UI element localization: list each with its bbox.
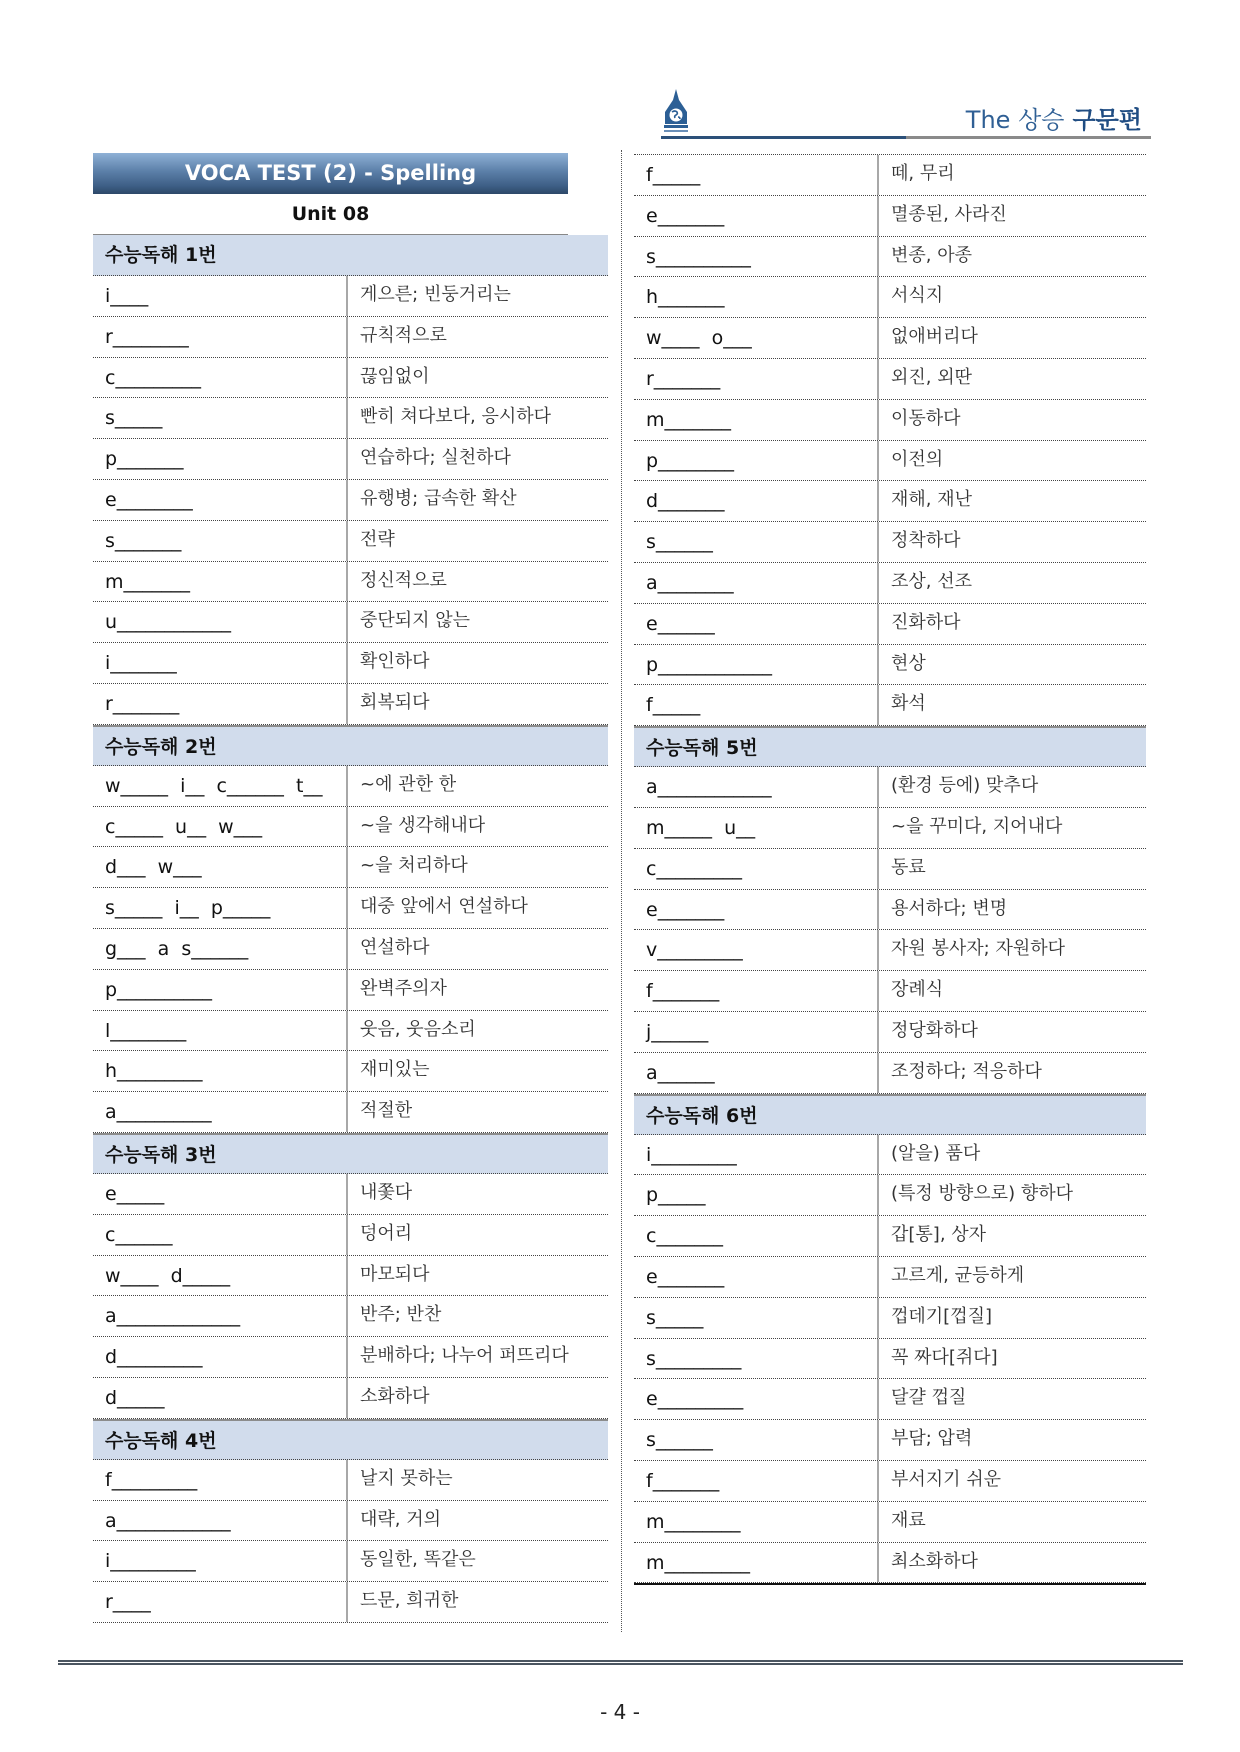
korean-meaning: 연설하다	[360, 936, 430, 958]
vocab-row	[93, 1501, 608, 1542]
vocab-row	[634, 1257, 1146, 1298]
korean-meaning: 소화하다	[360, 1385, 430, 1407]
brand-bold: 구문편	[1072, 106, 1142, 134]
korean-meaning: 멸종된, 사라진	[891, 203, 1007, 225]
vocab-row	[93, 521, 608, 562]
vocab-row	[93, 1051, 608, 1092]
spelling-blank[interactable]: s_____	[634, 1298, 879, 1338]
korean-meaning: ~에 관한 한	[360, 773, 457, 795]
vocab-row	[634, 1012, 1146, 1053]
korean-meaning: 회복되다	[360, 691, 430, 713]
spelling-blank[interactable]: s_____ i__ p_____	[93, 888, 348, 928]
korean-meaning: (특정 방향으로) 향하다	[891, 1183, 1073, 1205]
korean-meaning: 동료	[891, 856, 926, 878]
vocab-row	[93, 970, 608, 1011]
korean-meaning: 부담; 압력	[891, 1428, 973, 1450]
vocab-row	[634, 1175, 1146, 1216]
vocab-row	[634, 155, 1146, 196]
brand-prefix: The 상승	[965, 106, 1065, 134]
spelling-blank[interactable]: a____________	[93, 1501, 348, 1541]
vocab-row	[93, 1541, 608, 1582]
korean-meaning: ~을 처리하다	[360, 855, 468, 877]
vocab-row	[93, 807, 608, 848]
header-rule	[661, 136, 1151, 139]
spelling-blank[interactable]: e______	[634, 604, 879, 644]
pen-nib-globe-icon	[660, 88, 692, 136]
spelling-blank[interactable]: d_______	[634, 481, 879, 521]
brand-title	[966, 100, 1142, 135]
spelling-blank[interactable]: m_______	[93, 562, 348, 602]
spelling-blank[interactable]: f_____	[634, 685, 879, 725]
vocab-row	[93, 684, 608, 725]
vocab-row	[93, 1582, 608, 1623]
vocab-row	[93, 317, 608, 358]
spelling-blank[interactable]: g___ a s______	[93, 929, 348, 969]
korean-meaning: 게으른; 빈둥거리는	[360, 284, 511, 305]
section-header: 수능독해 6번	[634, 1094, 1146, 1135]
test-title: VOCA TEST (2) - Spelling	[93, 153, 568, 194]
vocab-row	[93, 643, 608, 684]
vocab-row	[634, 196, 1146, 237]
spelling-blank[interactable]: s______	[634, 522, 879, 562]
spelling-blank[interactable]: v_________	[634, 930, 879, 970]
vocab-row	[93, 1256, 608, 1297]
spelling-blank[interactable]: i_________	[93, 1541, 348, 1581]
vocab-row	[93, 1174, 608, 1215]
korean-meaning: 빤히 쳐다보다, 응시하다	[360, 406, 552, 428]
korean-meaning: 마모되다	[360, 1263, 430, 1285]
spelling-blank[interactable]: s__________	[634, 237, 879, 277]
korean-meaning: 대중 앞에서 연설하다	[360, 896, 528, 918]
section-header: 수능독해 5번	[634, 726, 1146, 767]
vocab-row	[634, 1216, 1146, 1257]
vocab-row	[93, 929, 608, 970]
vocab-row	[634, 277, 1146, 318]
korean-meaning: ~을 생각해내다	[360, 814, 486, 836]
korean-meaning: 변종, 아종	[891, 244, 972, 266]
vocab-row	[93, 276, 608, 317]
spelling-blank[interactable]: j______	[634, 1012, 879, 1052]
section-header: 수능독해 4번	[93, 1419, 608, 1460]
spelling-blank[interactable]: c_______	[634, 1216, 879, 1256]
spelling-blank[interactable]: d_____	[93, 1378, 348, 1418]
spelling-blank[interactable]: w____ o___	[634, 318, 879, 358]
vocab-row	[634, 441, 1146, 482]
vocab-row	[634, 1053, 1146, 1094]
korean-meaning: 화석	[891, 693, 926, 715]
korean-meaning: 이전의	[891, 448, 944, 470]
vocab-row	[93, 439, 608, 480]
korean-meaning: 정착하다	[891, 530, 961, 552]
vocab-row	[93, 1337, 608, 1378]
korean-meaning: 확인하다	[360, 651, 430, 673]
spelling-blank[interactable]: r____	[93, 1582, 348, 1622]
spelling-blank[interactable]: r_______	[634, 359, 879, 399]
section-header: 수능독해 2번	[93, 725, 608, 766]
korean-meaning: 진화하다	[891, 611, 961, 633]
korean-meaning: (환경 등에) 맞추다	[891, 775, 1039, 797]
page-number: - 4 -	[600, 1700, 640, 1724]
left-column	[93, 153, 608, 1623]
unit-label: Unit 08	[93, 194, 568, 235]
korean-meaning: 동일한, 똑같은	[360, 1549, 476, 1571]
spelling-blank[interactable]: p_______	[93, 439, 348, 479]
korean-meaning: 조정하다; 적응하다	[891, 1060, 1042, 1082]
spelling-blank[interactable]: i____	[93, 276, 348, 316]
vocab-row	[634, 685, 1146, 726]
spelling-blank[interactable]: l________	[93, 1011, 348, 1051]
spelling-blank[interactable]: s_____	[93, 398, 348, 438]
column-separator	[621, 150, 622, 1632]
vocab-row	[634, 645, 1146, 686]
vocab-row	[634, 1461, 1146, 1502]
korean-meaning: 날지 못하는	[360, 1467, 453, 1489]
korean-meaning: 드문, 희귀한	[360, 1590, 459, 1612]
korean-meaning: 갑[통], 상자	[891, 1224, 987, 1246]
spelling-blank[interactable]: e_____	[93, 1174, 348, 1214]
vocab-row	[634, 890, 1146, 931]
vocab-row	[93, 562, 608, 603]
spelling-blank[interactable]: i_______	[93, 643, 348, 683]
korean-meaning: 용서하다; 변명	[891, 897, 1008, 919]
vocab-row	[634, 1502, 1146, 1543]
spelling-blank[interactable]: r________	[93, 317, 348, 357]
vocab-row	[634, 522, 1146, 563]
vocab-row	[93, 1011, 608, 1052]
vocab-row	[93, 1460, 608, 1501]
vocab-row	[634, 481, 1146, 522]
spelling-blank[interactable]: p__________	[93, 970, 348, 1010]
korean-meaning: ~을 꾸미다, 지어내다	[891, 815, 1063, 837]
spelling-blank[interactable]: d___ w___	[93, 847, 348, 887]
spelling-blank[interactable]: s_______	[93, 521, 348, 561]
right-sections	[634, 726, 1146, 1585]
korean-meaning: 달걀 껍질	[891, 1387, 967, 1409]
spelling-blank[interactable]: a__________	[93, 1092, 348, 1132]
korean-meaning: 이동하다	[891, 407, 961, 429]
vocab-row	[93, 847, 608, 888]
spelling-blank[interactable]: c______	[93, 1215, 348, 1255]
spelling-blank[interactable]: h_________	[93, 1051, 348, 1091]
spelling-blank[interactable]: a____________	[634, 767, 879, 807]
korean-meaning: 서식지	[891, 285, 944, 307]
spelling-blank[interactable]: m_______	[634, 400, 879, 440]
spelling-blank[interactable]: c_____ u__ w___	[93, 807, 348, 847]
section-header: 수능독해 1번	[93, 235, 608, 276]
korean-meaning: 완벽주의자	[360, 977, 447, 999]
spelling-blank[interactable]: w____ d_____	[93, 1256, 348, 1296]
korean-meaning: 최소화하다	[891, 1550, 978, 1572]
spelling-blank[interactable]: s______	[634, 1420, 879, 1460]
vocab-row	[93, 480, 608, 521]
vocab-row	[634, 1339, 1146, 1380]
vocab-row	[634, 604, 1146, 645]
vocab-row	[634, 359, 1146, 400]
korean-meaning: (알을) 품다	[891, 1142, 981, 1164]
vocab-row	[93, 1092, 608, 1133]
korean-meaning: 적절한	[360, 1100, 413, 1122]
korean-meaning: 전략	[360, 528, 395, 550]
vocab-row	[634, 971, 1146, 1012]
korean-meaning: 껍데기[껍질]	[891, 1305, 992, 1327]
korean-meaning: 떼, 무리	[891, 163, 955, 184]
vocab-row	[634, 237, 1146, 278]
korean-meaning: 규칙적으로	[360, 324, 447, 346]
left-sections	[93, 235, 608, 1623]
spelling-blank[interactable]: d_________	[93, 1337, 348, 1377]
vocab-row	[634, 563, 1146, 604]
spelling-blank[interactable]: i_________	[634, 1135, 879, 1175]
korean-meaning: 연습하다; 실천하다	[360, 447, 511, 469]
korean-meaning: 덩어리	[360, 1222, 413, 1244]
spelling-blank[interactable]: m________	[634, 1502, 879, 1542]
vocab-row	[634, 930, 1146, 971]
spelling-blank[interactable]: p____________	[634, 645, 879, 685]
right-column	[634, 154, 1146, 1585]
vocab-row	[634, 318, 1146, 359]
vocab-row	[634, 849, 1146, 890]
vocab-row	[93, 888, 608, 929]
vocab-row	[634, 1298, 1146, 1339]
vocab-row	[634, 400, 1146, 441]
vocab-row	[93, 602, 608, 643]
korean-meaning: 웃음, 웃음소리	[360, 1018, 476, 1040]
spelling-blank[interactable]: s_________	[634, 1339, 879, 1379]
korean-meaning: 유행병; 급속한 확산	[360, 487, 517, 509]
spelling-blank[interactable]: f_______	[634, 1461, 879, 1501]
spelling-blank[interactable]: e________	[93, 480, 348, 520]
spelling-blank[interactable]: p________	[634, 441, 879, 481]
korean-meaning: 재료	[891, 1509, 926, 1531]
korean-meaning: 조상, 선조	[891, 570, 972, 592]
spelling-blank[interactable]: h_______	[634, 277, 879, 317]
vocab-row	[634, 767, 1146, 808]
spelling-blank[interactable]: c_________	[634, 849, 879, 889]
spelling-blank[interactable]: f_____	[634, 155, 879, 195]
korean-meaning: 중단되지 않는	[360, 610, 471, 632]
korean-meaning: 분배하다; 나누어 퍼뜨리다	[360, 1345, 569, 1367]
spelling-blank[interactable]: e_______	[634, 1257, 879, 1297]
korean-meaning: 고르게, 균등하게	[891, 1264, 1025, 1286]
spelling-blank[interactable]: r_______	[93, 684, 348, 724]
korean-meaning: 부서지기 쉬운	[891, 1468, 1002, 1490]
korean-meaning: 외진, 외딴	[891, 366, 972, 388]
korean-meaning: 없애버리다	[891, 326, 978, 348]
vocab-row	[634, 1379, 1146, 1420]
spelling-blank[interactable]: a________	[634, 563, 879, 603]
vocab-row	[634, 808, 1146, 849]
vocab-row	[634, 1135, 1146, 1176]
continued-rows	[634, 154, 1146, 726]
spelling-blank[interactable]: c_________	[93, 358, 348, 398]
vocab-row	[93, 1215, 608, 1256]
korean-meaning: 재해, 재난	[891, 489, 972, 511]
spelling-blank[interactable]: a_____________	[93, 1296, 348, 1336]
korean-meaning: 장례식	[891, 979, 944, 1001]
korean-meaning: 정당화하다	[891, 1019, 978, 1041]
vocab-row	[93, 766, 608, 807]
korean-meaning: 반주; 반찬	[360, 1304, 442, 1326]
vocab-row	[93, 1296, 608, 1337]
spelling-blank[interactable]: e_______	[634, 890, 879, 930]
korean-meaning: 정신적으로	[360, 569, 447, 591]
korean-meaning: 현상	[891, 652, 926, 674]
spelling-blank[interactable]: a______	[634, 1053, 879, 1093]
footer-rule	[58, 1660, 1183, 1665]
korean-meaning: 재미있는	[360, 1059, 430, 1081]
korean-meaning: 자원 봉사자; 자원하다	[891, 938, 1065, 960]
spelling-blank[interactable]: p_____	[634, 1175, 879, 1215]
korean-meaning: 내쫓다	[360, 1181, 413, 1203]
spelling-blank[interactable]: f_______	[634, 971, 879, 1011]
vocab-row	[93, 398, 608, 439]
spelling-blank[interactable]: f_________	[93, 1460, 348, 1500]
spelling-blank[interactable]: u____________	[93, 602, 348, 642]
vocab-row	[634, 1420, 1146, 1461]
korean-meaning: 꼭 짜다[쥐다]	[891, 1346, 998, 1368]
spelling-blank[interactable]: e_________	[634, 1379, 879, 1419]
korean-meaning: 끊임없이	[360, 365, 430, 387]
vocab-row	[634, 1543, 1146, 1584]
vocab-row	[93, 1378, 608, 1419]
spelling-blank[interactable]: w_____ i__ c______ t__	[93, 766, 348, 806]
spelling-blank[interactable]: m_________	[634, 1543, 879, 1583]
korean-meaning: 대략, 거의	[360, 1508, 441, 1530]
spelling-blank[interactable]: e_______	[634, 196, 879, 236]
spelling-blank[interactable]: m_____ u__	[634, 808, 879, 848]
section-header: 수능독해 3번	[93, 1133, 608, 1174]
vocab-row	[93, 358, 608, 399]
